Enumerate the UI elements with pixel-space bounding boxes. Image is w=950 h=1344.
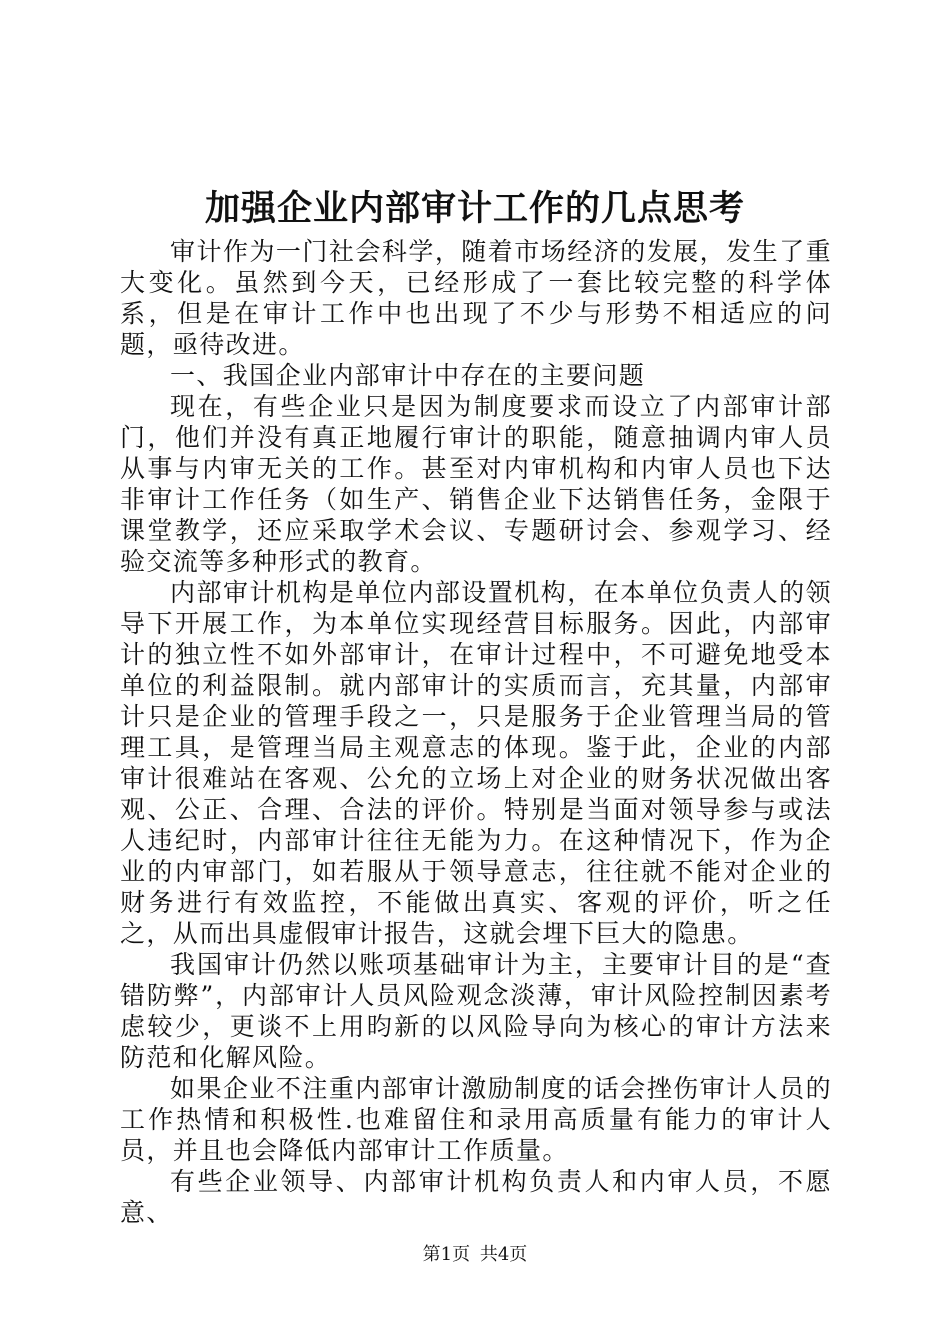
paragraph: 内部审计机构是单位内部设置机构，在本单位负责人的领导下开展工作，为本单位实现经营目标服务。因此，内部审计的独立性不如外部审计，在审计过程中，不可避免地受本单位的利益限制。就内部审计的实质而言，充其量，内部审计只是企业的管理手段之一，只是服务于企业管理当局的管理工具，是管理当局主观意志的体现。鉴于此，企业的内部审计很难站在客观、公允的立场上对企业的财务状况做出客观、公正、合理、合法的评价。特别是当面对领导参与或法人违纪时，内部审计往往无能为力。在这种情况下，作为企业的内审部门，如若服从于领导意志，往往就不能对企业的财务进行有效监控，不能做出真实、客观的评价，听之任之，从而出具虚假审计报告，这就会埋下巨大的隐患。 — [120, 578, 832, 948]
total-page-count: 共4页 — [479, 1244, 528, 1265]
section-heading: 一、我国企业内部审计中存在的主要问题 — [170, 361, 646, 390]
paragraph: 有些企业领导、内部审计机构负责人和内审人员，不愿意、 — [120, 1167, 832, 1227]
paragraph: 现在，有些企业只是因为制度要求而设立了内部审计部门，他们并没有真正地履行审计的职能，随意抽调内审人员从事与内审无关的工作。甚至对内审机构和内审人员也下达非审计工作任务（如生产、销售企业下达销售任务，金限于课堂教学，还应采取学术会议、专题研讨会、参观学习、经验交流等多种形式的教育。 — [120, 392, 832, 576]
document-body — [120, 236, 832, 1228]
paragraph-intro: 审计作为一门社会科学，随着市场经济的发展，发生了重大变化。虽然到今天，已经形成了一套比较完整的科学体系，但是在审计工作中也出现了不少与形势不相适应的问题，亟待改进。 — [120, 237, 832, 359]
paragraph: 我国审计仍然以账项基础审计为主，主要审计目的是“查错防弊”，内部审计人员风险观念淡薄，审计风险控制因素考虑较少，更谈不上用昀新的以风险导向为核心的审计方法来防范和化解风险。 — [120, 950, 832, 1072]
page-footer — [0, 1243, 950, 1267]
current-page-number: 第1页 — [422, 1244, 471, 1265]
document-title: 加强企业内部审计工作的几点思考 — [204, 188, 745, 229]
paragraph: 如果企业不注重内部审计激励制度的话会挫伤审计人员的工作热情和积极性.也难留住和录用高质量有能力的审计人员，并且也会降低内部审计工作质量。 — [120, 1074, 832, 1165]
